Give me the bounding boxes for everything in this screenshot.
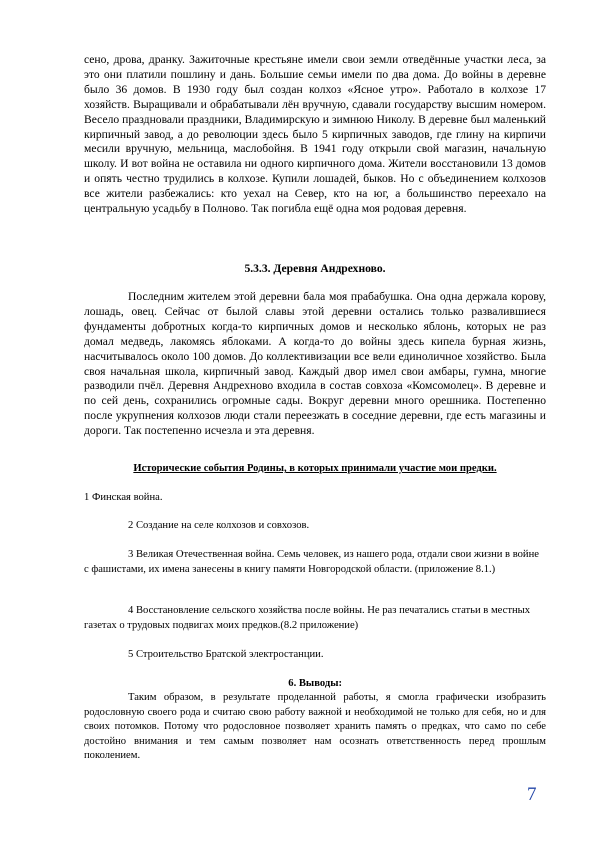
event-item-5: 5 Строительство Братской электростанции. (128, 649, 324, 660)
event-item-3: 3 Великая Отечественная война. Семь человек, из нашего рода, отдали свои жизни в войне с фашистами, их имена занесены в книгу памяти Новгородской области. (приложение 8.1.) (84, 549, 539, 575)
village-paragraph: Последним жителем этой деревни бала моя прабабушка. Она одна держала корову, лошадь, овец. Сейчас от былой славы этой деревни остались только развалившиеся фундаменты добротных когда-то кирпичных домов и несколько яблонь, которых не раз домал медведь, лакомясь яблоками. А когда-то до войны здесь кипела бурная жизнь, насчитывалось около 100 домов. До коллективизации все вели единоличное хозяйство. Была своя начальная школа, кирпичный завод. Каждый двор имел свои амбары, гумна, многие разводили пчёл. Деревня Андрехново входила в состав совхоза «Комсомолец». В деревне и по сей день, сохранились огромные сады. Вокруг деревни много орешника. Постепенно после укрупнения колхозов люди стали переезжать в соседние деревни, где есть магазины и дороги. Так постепенно исчезла и эта деревня. (84, 290, 546, 438)
page-number: 7 (527, 784, 537, 805)
section-heading-village: 5.3.3. Деревня Андрехново. (244, 262, 386, 275)
event-item-2: 2 Создание на селе колхозов и совхозов. (128, 520, 310, 531)
intro-paragraph: сено, дрова, дранку. Зажиточные крестьяне имели свои земли отведённые участки леса, за это они платили пошлину и дань. Большие семьи имели по два дома. До войны в деревне было 36 домов. В 1930 году был создан колхоз «Ясное утро». Работало в колхозе 17 хозяйств. Выращивали и обрабатывали лён вручную, сдавали государству высшим номером. Весело праздновали праздники, Владимирскую и зимнюю Николу. В деревне был маленький кирпичный завод, а до революции здесь было 5 кирпичных заводов, где глину на кирпичи месили вручную, мельница, маслобойня. В 1941 году открыли свой магазин, начальную школу. И вот война не оставила ни одного кирпичного дома. Жители восстановили 13 домов и опять честно трудились в колхозе. Купили лошадей, быков. Но с объединением колхозов все жители разбежались: кто уехал на Север, кто на юг, а большинство переехало на центральную усадьбу в Полново. Так погибла ещё одна моя родовая деревня. (84, 53, 546, 216)
conclusions-paragraph: Таким образом, в результате проделанной работы, я смогла графически изобразить родословную своего рода и считаю свою работу важной и необходимой не только для себя, но и для своих потомков. Потому что родословное позволяет хранить память о предках, что само по себе достойно внимания и тем самым позволяет нам осознать ответственность перед прошлым поколением. (84, 692, 546, 762)
event-item-1: 1 Финская война. (84, 492, 163, 503)
event-item-4: 4 Восстановление сельского хозяйства после войны. Не раз печатались статьи в местных газетах о трудовых подвигах моих предков.(8.2 приложение) (84, 605, 531, 631)
section-heading-events: Исторические события Родины, в которых принимали участие мои предки. (133, 463, 497, 474)
section-heading-conclusions: 6. Выводы: (288, 678, 342, 689)
